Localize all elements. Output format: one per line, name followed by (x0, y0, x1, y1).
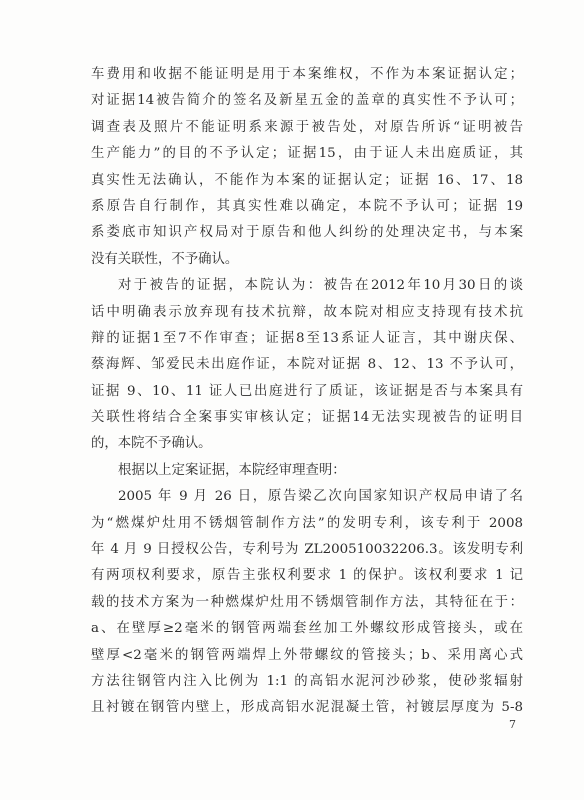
page-number: 7 (509, 718, 516, 731)
text-line: 壁厚<2毫米的钢管两端焊上外带螺纹的管接头；b、采用离心式 (91, 647, 523, 663)
text-line: 年 4 月 9 日授权公告，专利号为 ZL200510032206.3。该发明专利 (91, 542, 523, 558)
text-line: 系原告自行制作，其真实性难以确定，本院不予认可；证据 19 (91, 198, 523, 214)
text-line: 对证据14被告简介的签名及新星五金的盖章的真实性不予认可； (91, 93, 523, 109)
text-line: 且衬镀在钢管内壁上，形成高铝水泥混凝土管，衬镀层厚度为 5-8 (91, 700, 523, 716)
text-line: 根据以上定案证据，本院经审理查明： (118, 462, 346, 478)
text-line: 关联性将结合全案事实审核认定；证据14无法实现被告的证明目 (91, 410, 523, 426)
body-text (91, 62, 523, 722)
text-line: 有两项权利要求，原告主张权利要求 1 的保护。该权利要求 1 记 (91, 568, 523, 584)
text-line: 辩的证据1至7不作审查；证据8至13系证人证言，其中谢庆保、 (91, 330, 523, 346)
text-line: a、在壁厚≥2毫米的钢管两端套丝加工外螺纹形成管接头，或在 (91, 621, 523, 637)
text-line: 2005 年 9 月 26 日，原告梁乙次向国家知识产权局申请了名 (118, 489, 523, 505)
text-line: 的，本院不予确认。 (91, 436, 212, 452)
text-line: 对于被告的证据，本院认为：被告在2012年10月30日的谈 (118, 278, 523, 294)
text-line: 系娄底市知识产权局对于原告和他人纠纷的处理决定书，与本案 (91, 225, 523, 241)
text-line: 证据 9、10、11 证人已出庭进行了质证，该证据是否与本案具有 (91, 383, 523, 399)
text-line: 蔡海辉、邹爱民未出庭作证，本院对证据 8、12、13 不予认可， (91, 357, 523, 373)
text-line: 载的技术方案为一种燃煤炉灶用不锈烟管制作方法，其特征在于： (91, 594, 523, 610)
text-line: 方法往钢管内注入比例为 1:1 的高铝水泥河沙砂浆，使砂浆辐射 (91, 673, 523, 689)
text-line: 车费用和收据不能证明是用于本案维权，不作为本案证据认定； (91, 67, 523, 82)
text-line: 话中明确表示放弃现有技术抗辩，故本院对相应支持现有技术抗 (91, 304, 523, 320)
text-line: 调查表及照片不能证明系来源于被告处，对原告所诉“证明被告 (91, 119, 523, 135)
text-line: 真实性无法确认，不能作为本案的证据认定；证据 16、17、18 (91, 172, 523, 188)
text-line: 生产能力”的目的不予认定；证据15，由于证人未出庭质证，其 (91, 146, 523, 162)
text-line: 为“燃煤炉灶用不锈烟管制作方法”的发明专利，该专利于 2008 (91, 515, 523, 531)
text-line: 没有关联性，不予确认。 (91, 251, 239, 267)
